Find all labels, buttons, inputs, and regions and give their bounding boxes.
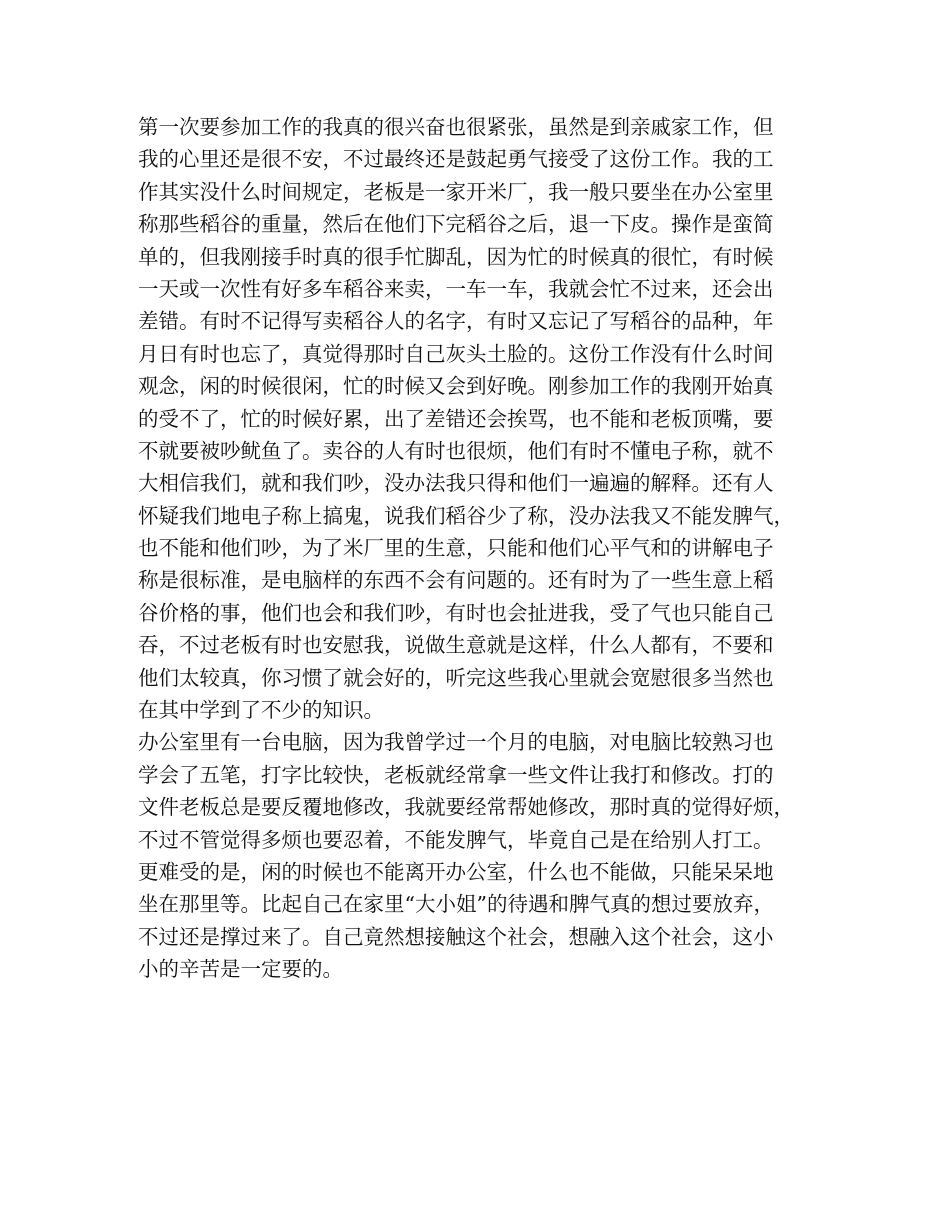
text-line: 坐在那里等。比起自己在家里“大小姐”的待遇和脾气真的想过要放弃， — [138, 892, 774, 917]
text-line: 办公室里有一台电脑，因为我曾学过一个月的电脑，对电脑比较熟习也 — [138, 730, 774, 755]
text-line: 文件老板总是要反覆地修改，我就要经常帮她修改，那时真的觉得好烦， — [138, 795, 794, 820]
text-line: 作其实没什么时间规定，老板是一家开米厂，我一般只要坐在办公室里 — [138, 179, 774, 204]
text-line: 不就要被吵鱿鱼了。卖谷的人有时也很烦，他们有时不懂电子称，就不 — [138, 438, 774, 463]
text-line: 大相信我们，就和我们吵，没办法我只得和他们一遍遍的解释。还有人 — [138, 471, 774, 496]
text-line: 怀疑我们地电子称上搞鬼，说我们稻谷少了称，没办法我又不能发脾气， — [138, 503, 794, 528]
text-line: 称那些稻谷的重量，然后在他们下完稻谷之后，退一下皮。操作是蛮简 — [138, 212, 774, 237]
text-line: 不过还是撑过来了。自己竟然想接触这个社会，想融入这个社会，这小 — [138, 924, 774, 949]
text-line: 一天或一次性有好多车稻谷来卖，一车一车，我就会忙不过来，还会出 — [138, 276, 774, 301]
text-line: 吞，不过老板有时也安慰我，说做生意就是这样，什么人都有，不要和 — [138, 633, 774, 658]
text-line: 更难受的是，闲的时候也不能离开办公室，什么也不能做，只能呆呆地 — [138, 859, 774, 884]
document-body — [138, 111, 828, 986]
text-line: 的受不了，忙的时候好累，出了差错还会挨骂，也不能和老板顶嘴，要 — [138, 406, 774, 431]
text-line: 月日有时也忘了，真觉得那时自己灰头土脸的。这份工作没有什么时间 — [138, 341, 774, 366]
text-line: 在其中学到了不少的知识。 — [138, 698, 384, 723]
text-line: 单的，但我刚接手时真的很手忙脚乱，因为忙的时候真的很忙，有时候 — [138, 244, 774, 269]
text-line: 谷价格的事，他们也会和我们吵，有时也会扯进我，受了气也只能自己 — [138, 600, 774, 625]
text-line: 学会了五笔，打字比较快，老板就经常拿一些文件让我打和修改。打的 — [138, 762, 774, 787]
text-line: 我的心里还是很不安，不过最终还是鼓起勇气接受了这份工作。我的工 — [138, 147, 774, 172]
text-line: 不过不管觉得多烦也要忍着，不能发脾气，毕竟自己是在给别人打工。 — [138, 827, 774, 852]
text-line: 观念，闲的时候很闲，忙的时候又会到好晚。刚参加工作的我刚开始真 — [138, 374, 774, 399]
text-line: 他们太较真，你习惯了就会好的，听完这些我心里就会宽慰很多当然也 — [138, 665, 774, 690]
text-line: 也不能和他们吵，为了米厂里的生意，只能和他们心平气和的讲解电子 — [138, 536, 774, 561]
text-line: 称是很标准，是电脑样的东西不会有问题的。还有时为了一些生意上稻 — [138, 568, 774, 593]
text-line: 第一次要参加工作的我真的很兴奋也很紧张，虽然是到亲戚家工作，但 — [138, 115, 774, 139]
text-line: 差错。有时不记得写卖稻谷人的名字，有时又忘记了写稻谷的品种，年 — [138, 309, 774, 334]
text-line: 小的辛苦是一定要的。 — [138, 957, 343, 982]
